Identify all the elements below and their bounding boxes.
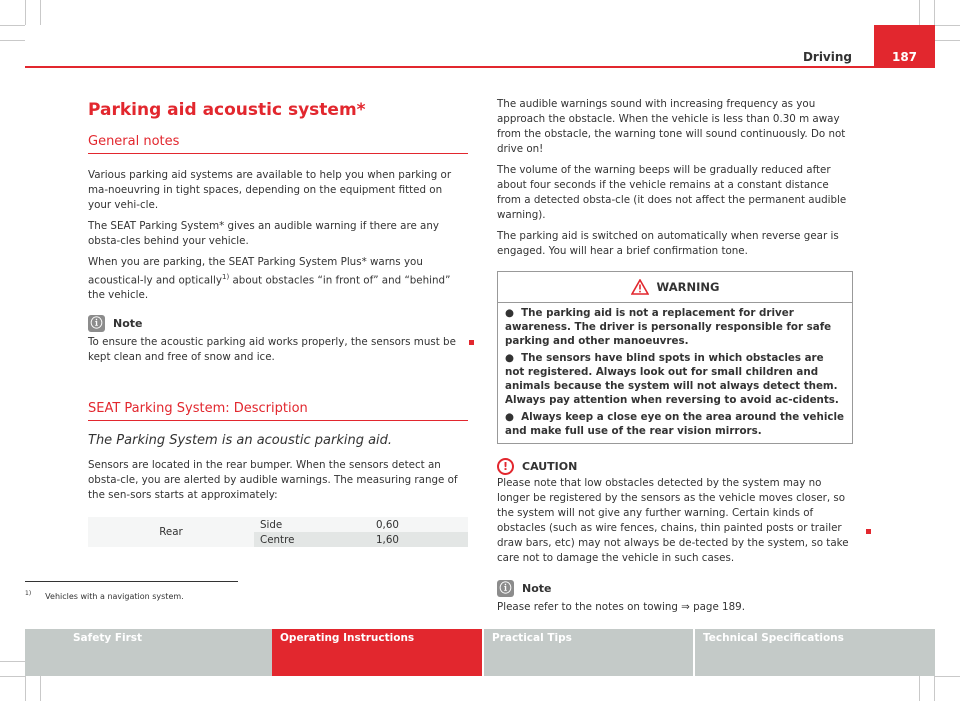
crop-mark [40, 0, 41, 25]
page-number [874, 25, 935, 68]
right-column [497, 97, 853, 615]
crop-mark [0, 40, 25, 41]
paragraph: The SEAT Parking System* gives an audible warning if there are any obsta-cles behind your vehicle. [88, 220, 439, 247]
note-label: Note [522, 582, 552, 595]
caution-header [497, 458, 853, 475]
note-header [497, 580, 853, 597]
warning-item-text: The sensors have blind spots in which obstacles are not registered. Always look out for small children and animals because the system will not always detect them. Always pay attention when reversing to avoid ac-cidents. [505, 352, 839, 406]
table-cell: Centre [254, 532, 370, 547]
tab-operating-instructions[interactable]: Operating Instructions [272, 629, 482, 676]
left-column [88, 100, 468, 547]
tab-technical-specifications[interactable]: Technical Specifications [693, 629, 935, 676]
bullet-icon: ● [505, 411, 522, 423]
footnote-text: Vehicles with a navigation system. [45, 591, 184, 601]
caution-label: CAUTION [522, 460, 578, 473]
warning-box [497, 271, 853, 444]
crop-mark [0, 25, 25, 26]
crop-mark [919, 0, 920, 25]
note-header [88, 315, 468, 332]
description-heading: SEAT Parking System: Description [88, 401, 468, 421]
info-icon: ⓘ [497, 580, 514, 597]
crop-mark [25, 0, 26, 25]
note-text: Please refer to the notes on towing ⇒ page 189. [497, 601, 745, 613]
crop-mark [40, 676, 41, 701]
table-cell: Side [254, 517, 370, 532]
tab-safety-first[interactable]: Safety First [25, 629, 272, 676]
crop-mark [935, 40, 960, 41]
paragraph [88, 255, 468, 303]
footnote-rule [25, 581, 238, 582]
bullet-icon: ● [505, 352, 522, 364]
general-notes-heading: General notes [88, 134, 468, 154]
warning-item [505, 410, 845, 438]
paragraph-text: When you are parking, the SEAT Parking System Plus* warns you acoustical-ly and optically [88, 256, 423, 287]
warning-item-text: Always keep a close eye on the area around the vehicle and make full use of the rear vision mirrors. [505, 411, 844, 437]
measuring-range-table [88, 517, 468, 547]
crop-mark [0, 661, 25, 662]
footnote [25, 590, 184, 601]
table-cell: 0,60 [370, 517, 468, 532]
footnote-mark: 1) [25, 590, 32, 597]
header-rule [25, 66, 935, 68]
crop-mark [25, 676, 26, 701]
section-end-mark [866, 529, 871, 534]
warning-title: WARNING [656, 280, 720, 294]
footnote-ref: 1) [222, 273, 230, 281]
table-group-cell: Rear [88, 517, 254, 547]
table-cell: 1,60 [370, 532, 468, 547]
paragraph: The volume of the warning beeps will be gradually reduced after about four seconds if the vehicle remains at a constant distance from a detected obsta-cle (it does not affect the permanent audible warning). [497, 164, 847, 221]
bullet-icon: ● [505, 307, 522, 319]
tab-practical-tips[interactable]: Practical Tips [482, 629, 693, 676]
crop-mark [934, 0, 935, 25]
crop-mark [934, 676, 935, 701]
section-end-mark [469, 340, 474, 345]
warning-triangle-icon [631, 279, 649, 295]
crop-mark [935, 676, 960, 677]
info-icon: ⓘ [88, 315, 105, 332]
crop-mark [919, 676, 920, 701]
note-text: To ensure the acoustic parking aid works properly, the sensors must be kept clean and free of snow and ice. [88, 336, 456, 364]
description-subtitle: The Parking System is an acoustic parking aid. [88, 433, 393, 449]
warning-item [505, 306, 845, 348]
table-row [88, 517, 468, 532]
warning-item-text: The parking aid is not a replacement for driver awareness. The driver is personally responsible for safe parking and other manoeuvres. [505, 307, 832, 347]
warning-body [498, 303, 852, 443]
page-number-text: 187 [891, 50, 918, 64]
chapter-tabs [25, 629, 935, 676]
paragraph: The audible warnings sound with increasing frequency as you approach the obstacle. When the vehicle is less than 0.30 m away from the obstacle, the warning tone will sound continuously. Do not drive on! [497, 98, 846, 155]
paragraph: Sensors are located in the rear bumper. When the sensors detect an obsta-cle, you are alerted by audible warnings. The measuring range of the sen-sors starts at approximately: [88, 459, 458, 502]
caution-icon: ! [497, 458, 514, 475]
caution-text: Please note that low obstacles detected by the system may no longer be registered by the sensors as the vehicle moves closer, so the system will not give any further warning. Certain kinds of obstacles (such as wire fences, chains, thin painted posts or trailer draw bars, etc) may not always be de-tected by the system, so take care not to damage the vehicle in such cases. [497, 477, 849, 564]
warning-header [498, 272, 852, 303]
note-label: Note [113, 317, 143, 331]
paragraph: Various parking aid systems are available to help you when parking or ma-noeuvring in tight spaces, depending on the equipment fitted on your vehi-cle. [88, 169, 452, 211]
crop-mark [0, 676, 25, 677]
crop-mark [935, 25, 960, 26]
paragraph: The parking aid is switched on automatically when reverse gear is engaged. You will hear a brief confirmation tone. [497, 230, 839, 257]
page-title: Parking aid acoustic system* [88, 100, 366, 120]
warning-item [505, 351, 845, 407]
section-title: Driving [802, 50, 852, 64]
paragraph-text: about obstacles “in front of” and “behind” the vehicle. [88, 274, 451, 302]
